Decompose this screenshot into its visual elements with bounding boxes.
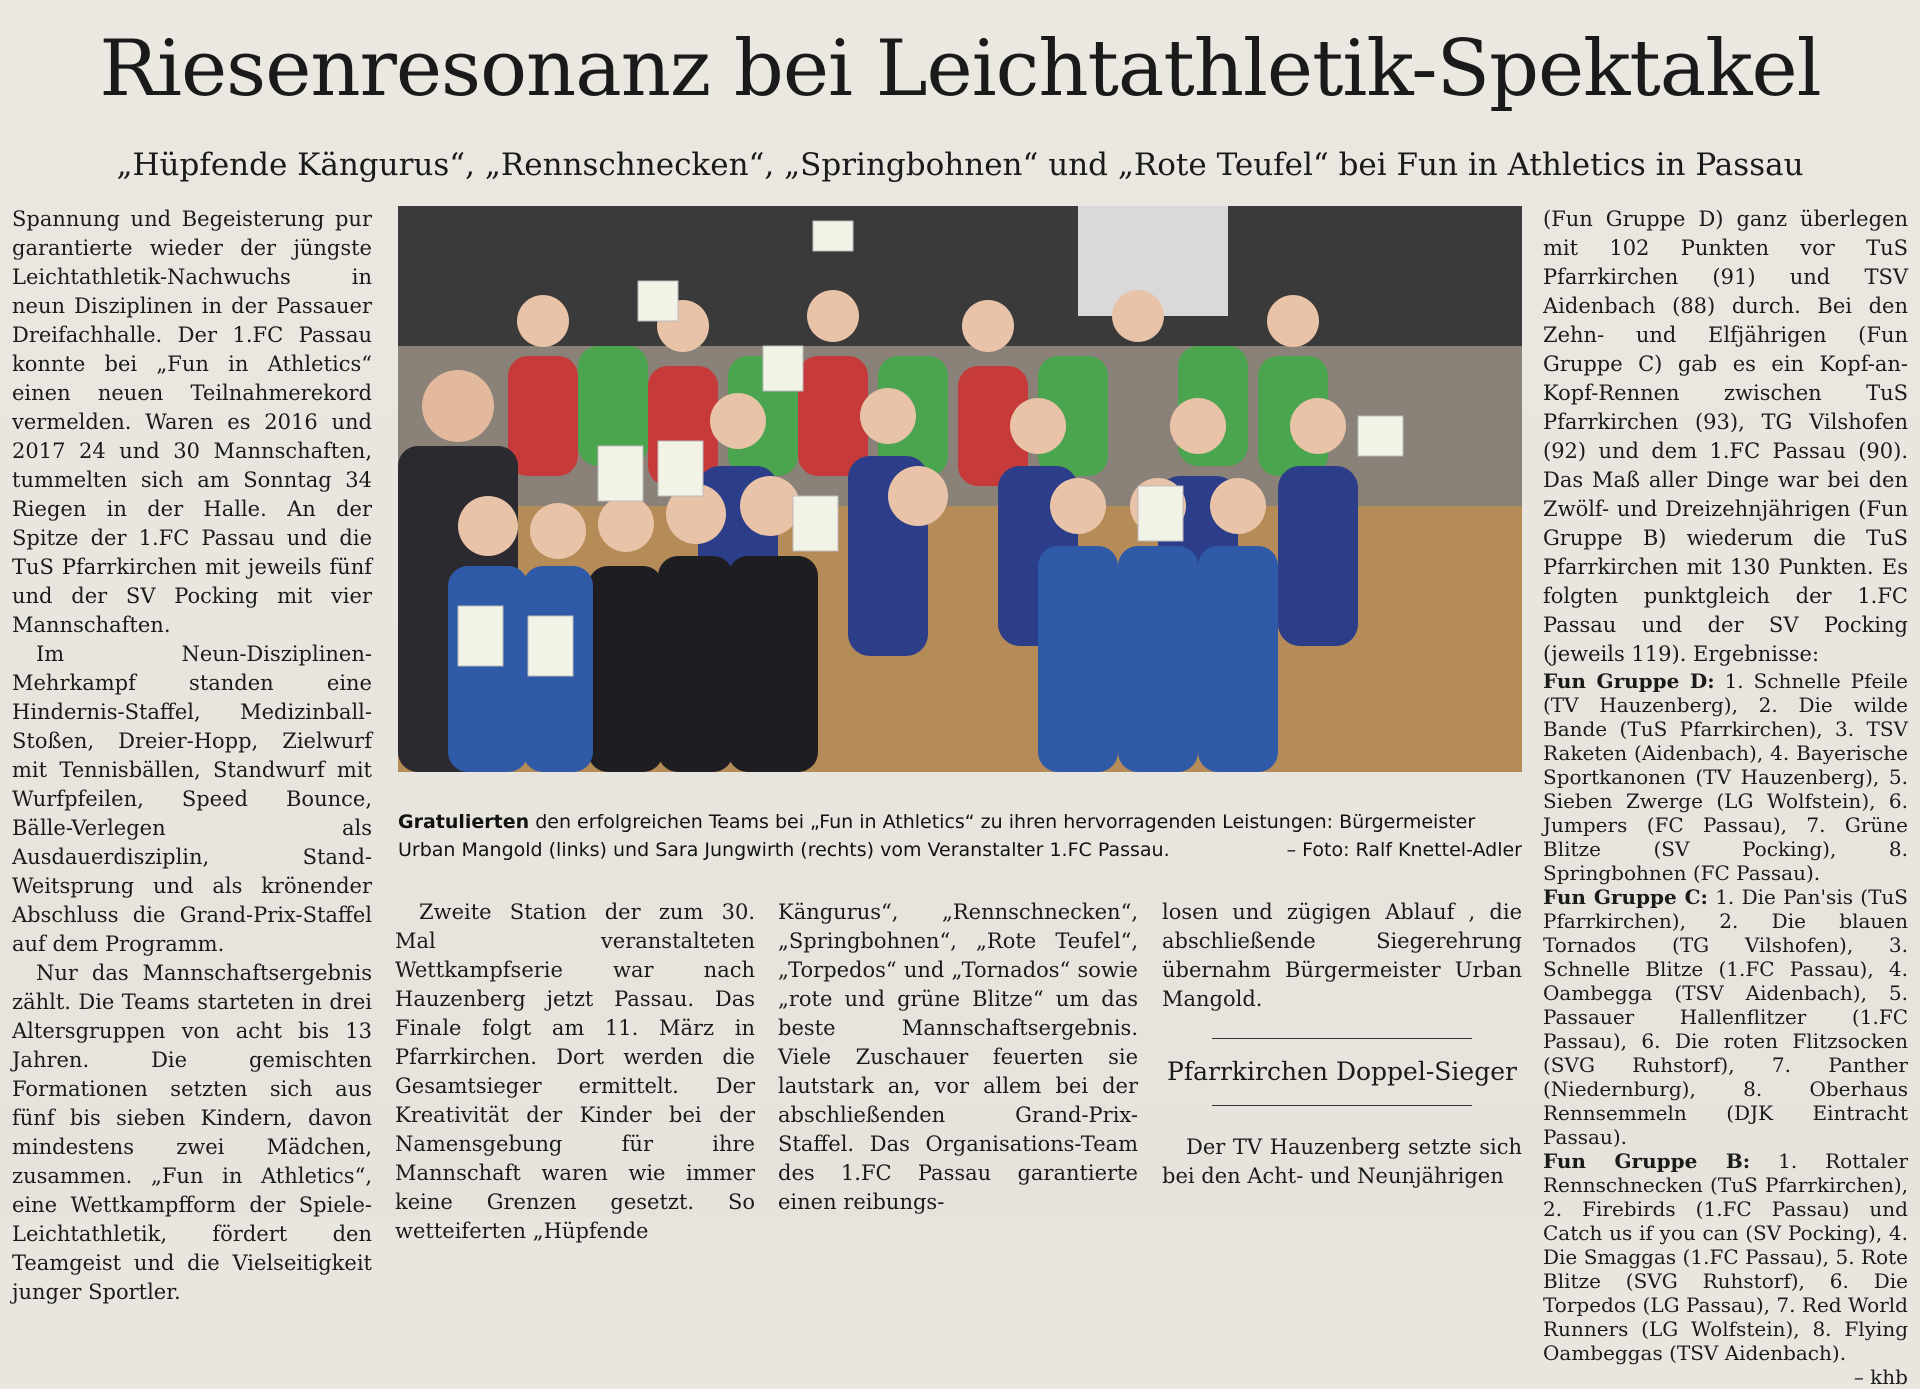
paragraph: Spannung und Begeisterung pur garantierte wieder der jüngste Leichtathletik-Nachwuchs in neun Disziplinen in der Passauer Dreifachhalle. Der 1.FC Passau konnte bei „Fun in Athletics“ einen neuen Teilnahmerekord vermelden. Waren es 2016 und 2017 24 und 30 Mannschaften, tummelten sich am Sonntag 34 Riegen in der Halle. An der Spitze der 1.FC Passau und die TuS Pfarrkirchen mit jeweils fünf und der SV Pocking mit vier Mannschaften. (12, 207, 372, 637)
result-group: Fun Gruppe C: (1543, 885, 1708, 909)
result-entry (1543, 885, 1908, 1149)
results-list (1543, 669, 1908, 1389)
paragraph: Zweite Station der zum 30. Mal veranstalteten Wettkampfserie war nach Hauzenberg jetzt Passau. Das Finale folgt am 11. März in Pfarrkirchen. Dort werden die Gesamtsieger ermittelt. Der Kreativität der Kinder bei der Namensgebung für ihre Mannschaft waren wie immer keine Grenzen gesetzt. So wetteiferten „Hüpfende (395, 900, 755, 1243)
paragraph: Nur das Mannschaftsergebnis zählt. Die Teams starteten in drei Altersgruppen von acht bis 13 Jahren. Die gemischten Formationen setzten sich aus fünf bis sieben Kindern, davon mindestens zwei Mädchen, zusammen. „Fun in Athletics“, eine Wettkampfform der Spiele-Leichtathletik, fördert den Teamgeist und die Vielseitigkeit junger Sportler. (12, 961, 372, 1304)
paragraph: (Fun Gruppe D) ganz überlegen mit 102 Punkten vor TuS Pfarrkirchen (91) und TSV Aidenbach (88) durch. Bei den Zehn- und Elfjährigen (Fun Gruppe C) gab es ein Kopf-an-Kopf-Rennen zwischen TuS Pfarrkirchen (93), TG Vilshofen (92) und dem 1.FC Passau (90). Das Maß aller Dinge war bei den Zwölf- und Dreizehnjährigen (Fun Gruppe B) wiederum die TuS Pfarrkirchen mit 130 Punkten. Es folgten punktgleich der 1.FC Passau und der SV Pocking (jeweils 119). Ergebnisse: (1543, 207, 1908, 666)
section-subhead: Pfarrkirchen Doppel-Sieger (1167, 1057, 1517, 1086)
result-entry (1543, 1149, 1908, 1365)
result-entry (1543, 669, 1908, 885)
result-text: 1. Rottaler Rennschnecken (TuS Pfarrkirchen), 2. Firebirds (1.FC Passau) und Catch us if you can (SV Pocking), 4. Die Smaggas (1.FC Passau), 5. Rote Blitze (SVG Ruhstorf), 6. Die Torpedos (LG Passau), 7. Red World Runners (LG Wolfstein), 8. Flying Oambeggas (TSV Aidenbach). (1543, 1149, 1908, 1365)
team-photo (398, 206, 1522, 772)
result-text: 1. Die Pan'sis (TuS Pfarrkirchen), 2. Die blauen Tornados (TG Vilshofen), 3. Schnelle Blitze (1.FC Passau), 4. Oambegga (TSV Aidenbach), 5. Passauer Hallenflitzer (1.FC Passau), 6. Die roten Flitzsocken (SVG Ruhstorf), 7. Panther (Niedernburg), 8. Oberhaus Rennsemmeln (DJK Eintracht Passau). (1543, 885, 1908, 1149)
caption-lead: Gratulierten (398, 811, 530, 833)
divider-rule (1212, 1105, 1472, 1106)
article-column-4 (778, 898, 1138, 1217)
paragraph: Im Neun-Disziplinen-Mehrkampf standen eine Hindernis-Staffel, Medizinball-Stoßen, Dreier-Hopp, Zielwurf mit Tennisbällen, Standwurf mit Wurfpfeilen, Speed Bounce, Bälle-Verlegen als Ausdauerdisziplin, Stand-Weitsprung und als krönender Abschluss die Grand-Prix-Staffel auf dem Programm. (12, 642, 372, 956)
article-column-1 (12, 205, 372, 1307)
paragraph: losen und zügigen Ablauf , die abschließende Siegerehrung übernahm Bürgermeister Urban Mangold. (1162, 900, 1522, 1011)
result-group: Fun Gruppe D: (1543, 669, 1715, 693)
article-column-5b (1162, 1133, 1522, 1191)
result-group: Fun Gruppe B: (1543, 1149, 1751, 1173)
result-text: 1. Schnelle Pfeile (TV Hauzenberg), 2. Die wilde Bande (TuS Pfarrkirchen), 3. TSV Raketen (Aidenbach), 4. Bayerische Sportkanonen (TV Hauzenberg), 5. Sieben Zwerge (LG Wolfstein), 6. Jumpers (FC Passau), 7. Grüne Blitze (SV Pocking), 8. Springbohnen (FC Passau). (1543, 669, 1909, 885)
photo-caption (398, 808, 1522, 864)
article-column-6 (1543, 205, 1908, 1389)
headline: Riesenresonanz bei Leichtathletik-Spektakel (99, 24, 1821, 114)
author-signature: – khb (1853, 1365, 1908, 1389)
divider-rule (1212, 1038, 1472, 1039)
article-column-3 (395, 898, 755, 1246)
photo-credit: – Foto: Ralf Knettel-Adler (1286, 839, 1522, 861)
paragraph: Der TV Hauzenberg setzte sich bei den Acht- und Neunjährigen (1162, 1135, 1522, 1188)
caption-text: den erfolgreichen Teams bei „Fun in Athletics“ zu ihren hervorragenden Leistungen: Bürgermeister Urban Mangold (links) und Sara Jungwirth (rechts) vom Veranstalter 1.FC Passau. (398, 811, 1476, 861)
paragraph: Kängurus“, „Rennschnecken“, „Springbohnen“, „Rote Teufel“, „Torpedos“ und „Tornados“ sowie „rote und grüne Blitze“ um das beste Mannschaftsergebnis. Viele Zuschauer feuerten sie lautstark an, vor allem bei der abschließenden Grand-Prix-Staffel. Das Organisations-Team des 1.FC Passau garantierte einen reibungs- (778, 900, 1138, 1214)
photo-illustration (398, 206, 1522, 772)
article-column-5 (1162, 898, 1522, 1014)
subheadline: „Hüpfende Kängurus“, „Rennschnecken“, „Springbohnen“ und „Rote Teufel“ bei Fun in Athletics in Passau (116, 147, 1804, 183)
